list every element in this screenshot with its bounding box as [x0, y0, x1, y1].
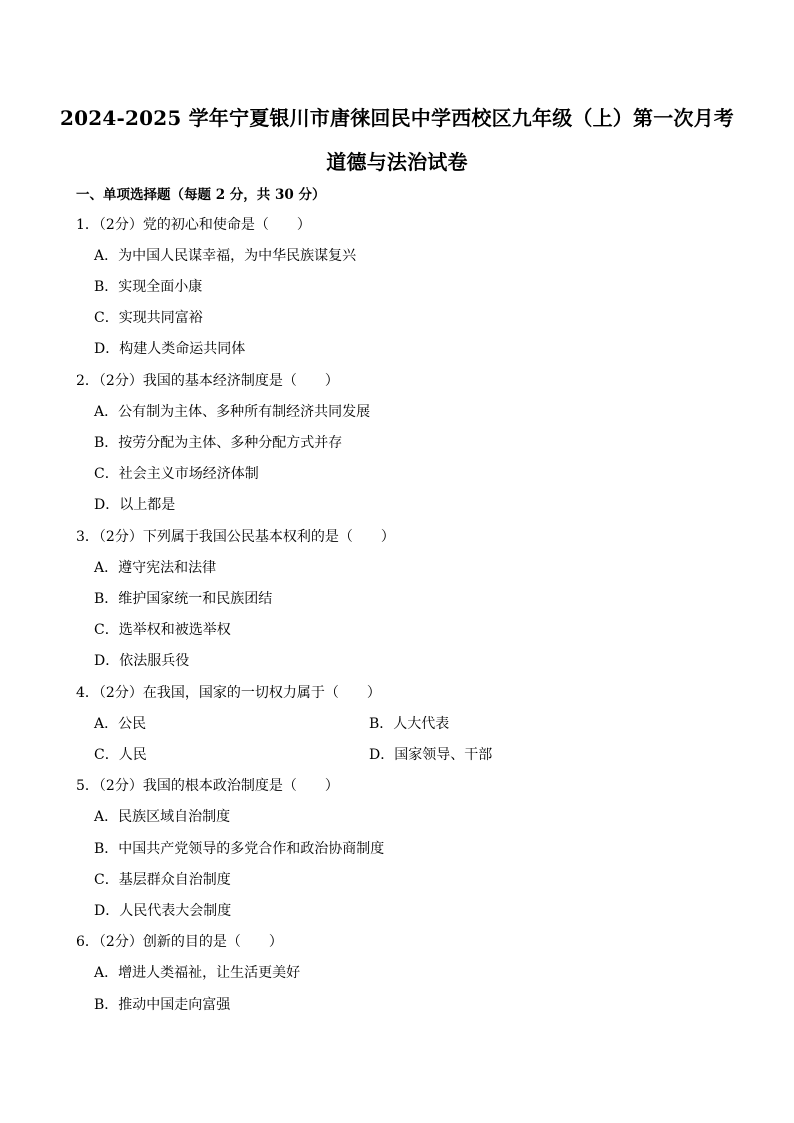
question-6-option-a: A．增进人类福祉，让生活更美好: [94, 965, 301, 981]
question-1-option-d: D．构建人类命运共同体: [94, 341, 246, 357]
question-2-option-d: D．以上都是: [94, 497, 176, 513]
question-5-option-b: B．中国共产党领导的多党合作和政治协商制度: [94, 841, 385, 857]
question-1-option-c: C．实现共同富裕: [94, 310, 203, 326]
question-2-option-c: C．社会主义市场经济体制: [94, 466, 259, 482]
question-3-option-b: B．维护国家统一和民族团结: [94, 591, 273, 607]
question-5-stem: 5．（2分）我国的根本政治制度是（ ）: [76, 778, 339, 794]
question-1-stem: 1．（2分）党的初心和使命是（ ）: [76, 217, 311, 233]
question-3-stem: 3．（2分）下列属于我国公民基本权利的是（ ）: [76, 529, 395, 545]
exam-title-line2: 道德与法治试卷: [326, 150, 468, 174]
question-5-option-d: D．人民代表大会制度: [94, 903, 232, 919]
question-6-stem: 6．（2分）创新的目的是（ ）: [76, 934, 283, 950]
question-3-option-d: D．依法服兵役: [94, 653, 190, 669]
section-heading: 一、单项选择题（每题 2 分，共 30 分）: [76, 187, 326, 203]
question-4-option-c: C．人民: [94, 747, 147, 763]
question-5-option-c: C．基层群众自治制度: [94, 872, 231, 888]
exam-title-line1: 2024-2025 学年宁夏银川市唐徕回民中学西校区九年级（上）第一次月考: [60, 106, 734, 130]
question-1-option-b: B．实现全面小康: [94, 279, 203, 295]
question-2-stem: 2．（2分）我国的基本经济制度是（ ）: [76, 373, 339, 389]
question-4-option-a: A．公民: [94, 716, 147, 732]
question-4-stem: 4．（2分）在我国，国家的一切权力属于（ ）: [76, 685, 381, 701]
question-4-option-b: B．人大代表: [369, 716, 450, 732]
question-2-option-b: B．按劳分配为主体、多种分配方式并存: [94, 435, 343, 451]
question-5-option-a: A．民族区域自治制度: [94, 809, 231, 825]
question-1-option-a: A．为中国人民谋幸福，为中华民族谋复兴: [94, 248, 357, 264]
question-6-option-b: B．推动中国走向富强: [94, 997, 231, 1013]
question-4-option-d: D．国家领导、干部: [369, 747, 493, 763]
question-2-option-a: A．公有制为主体、多种所有制经济共同发展: [94, 404, 371, 420]
question-3-option-c: C．选举权和被选举权: [94, 622, 231, 638]
question-3-option-a: A．遵守宪法和法律: [94, 560, 217, 576]
